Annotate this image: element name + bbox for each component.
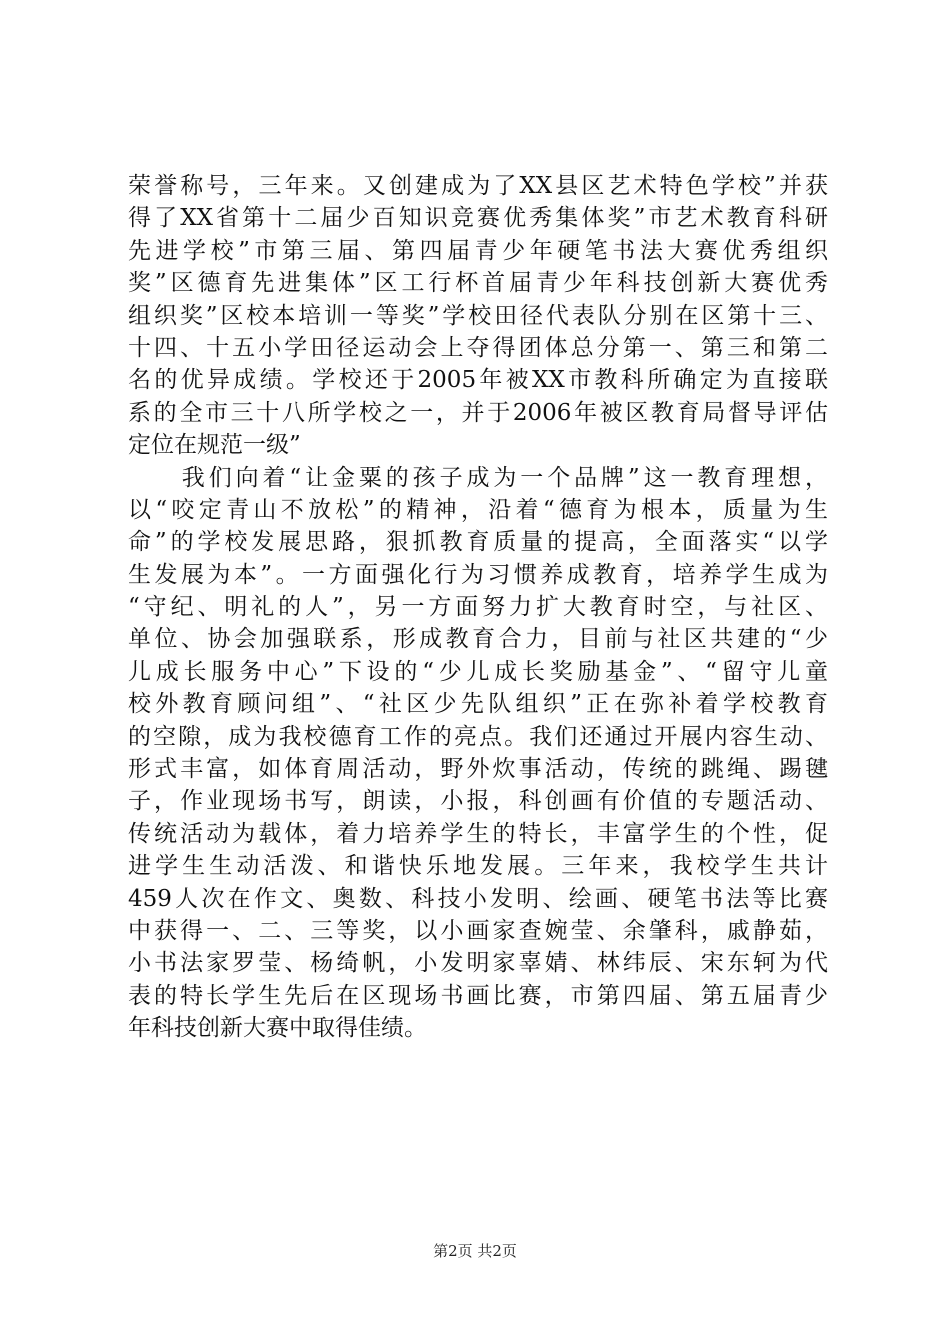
text-line: 先进学校”市第三届、第四届青少年硬笔书法大赛优秀组织 xyxy=(128,237,828,264)
text-line: 儿成长服务中心”下设的“少儿成长奖励基金”、“留守儿童 xyxy=(128,658,828,685)
text-line: 定位在规范一级” xyxy=(128,432,301,459)
text-line: 荣誉称号，三年来。又创建成为了XX县区艺术特色学校”并获 xyxy=(128,173,828,199)
text-line: 得了XX省第十二届少百知识竞赛优秀集体奖”市艺术教育科研 xyxy=(128,205,828,232)
text-line: 表的特长学生先后在区现场书画比赛，市第四届、第五届青少 xyxy=(128,982,828,1009)
text-line: 系的全市三十八所学校之一，并于2006年被区教育局督导评估 xyxy=(128,399,828,426)
text-line: 459人次在作文、奥数、科技小发明、绘画、硬笔书法等比赛 xyxy=(128,885,828,912)
page-number-label: 第2页 共2页 xyxy=(433,1242,517,1260)
text-line: 奖”区德育先进集体”区工行杯首届青少年科技创新大赛优秀 xyxy=(128,270,828,297)
text-line: 以“咬定青山不放松”的精神，沿着“德育为根本，质量为生 xyxy=(128,496,828,523)
text-line: 生发展为本”。一方面强化行为习惯养成教育，培养学生成为 xyxy=(128,561,828,588)
text-line: 进学生生动活泼、和谐快乐地发展。三年来，我校学生共计 xyxy=(128,853,828,880)
text-line: 年科技创新大赛中取得佳绩。 xyxy=(128,1015,427,1042)
text-line: 形式丰富，如体育周活动，野外炊事活动，传统的跳绳、踢毽 xyxy=(128,756,828,783)
document-body xyxy=(128,170,828,1045)
text-line: 子，作业现场书写，朗读，小报，科创画有价值的专题活动、 xyxy=(128,788,828,815)
text-line: 小书法家罗莹、杨绮帆，小发明家辜婧、林纬辰、宋东轲为代 xyxy=(128,950,828,977)
paragraph-education-goals xyxy=(128,462,828,1045)
text-line: 传统活动为载体，着力培养学生的特长，丰富学生的个性，促 xyxy=(128,820,828,847)
text-line: 的空隙，成为我校德育工作的亮点。我们还通过开展内容生动、 xyxy=(128,723,828,750)
text-line: 中获得一、二、三等奖，以小画家查婉莹、余肇科，戚静茹， xyxy=(128,917,828,944)
text-line: 我们向着“让金粟的孩子成为一个品牌”这一教育理想， xyxy=(128,464,828,491)
text-line: 十四、十五小学田径运动会上夺得团体总分第一、第三和第二 xyxy=(128,334,828,361)
page-footer xyxy=(0,1241,950,1261)
text-line: “守纪、明礼的人”，另一方面努力扩大教育时空，与社区、 xyxy=(128,594,828,621)
text-line: 组织奖”区校本培训一等奖”学校田径代表队分别在区第十三、 xyxy=(128,302,828,329)
text-line: 名的优异成绩。学校还于2005年被XX市教科所确定为直接联 xyxy=(128,367,828,394)
text-line: 命”的学校发展思路，狠抓教育质量的提高，全面落实“以学 xyxy=(128,529,828,556)
text-line: 单位、协会加强联系，形成教育合力，目前与社区共建的“少 xyxy=(128,626,828,653)
text-line: 校外教育顾问组”、“社区少先队组织”正在弥补着学校教育 xyxy=(128,691,828,718)
paragraph-honors xyxy=(128,170,828,462)
